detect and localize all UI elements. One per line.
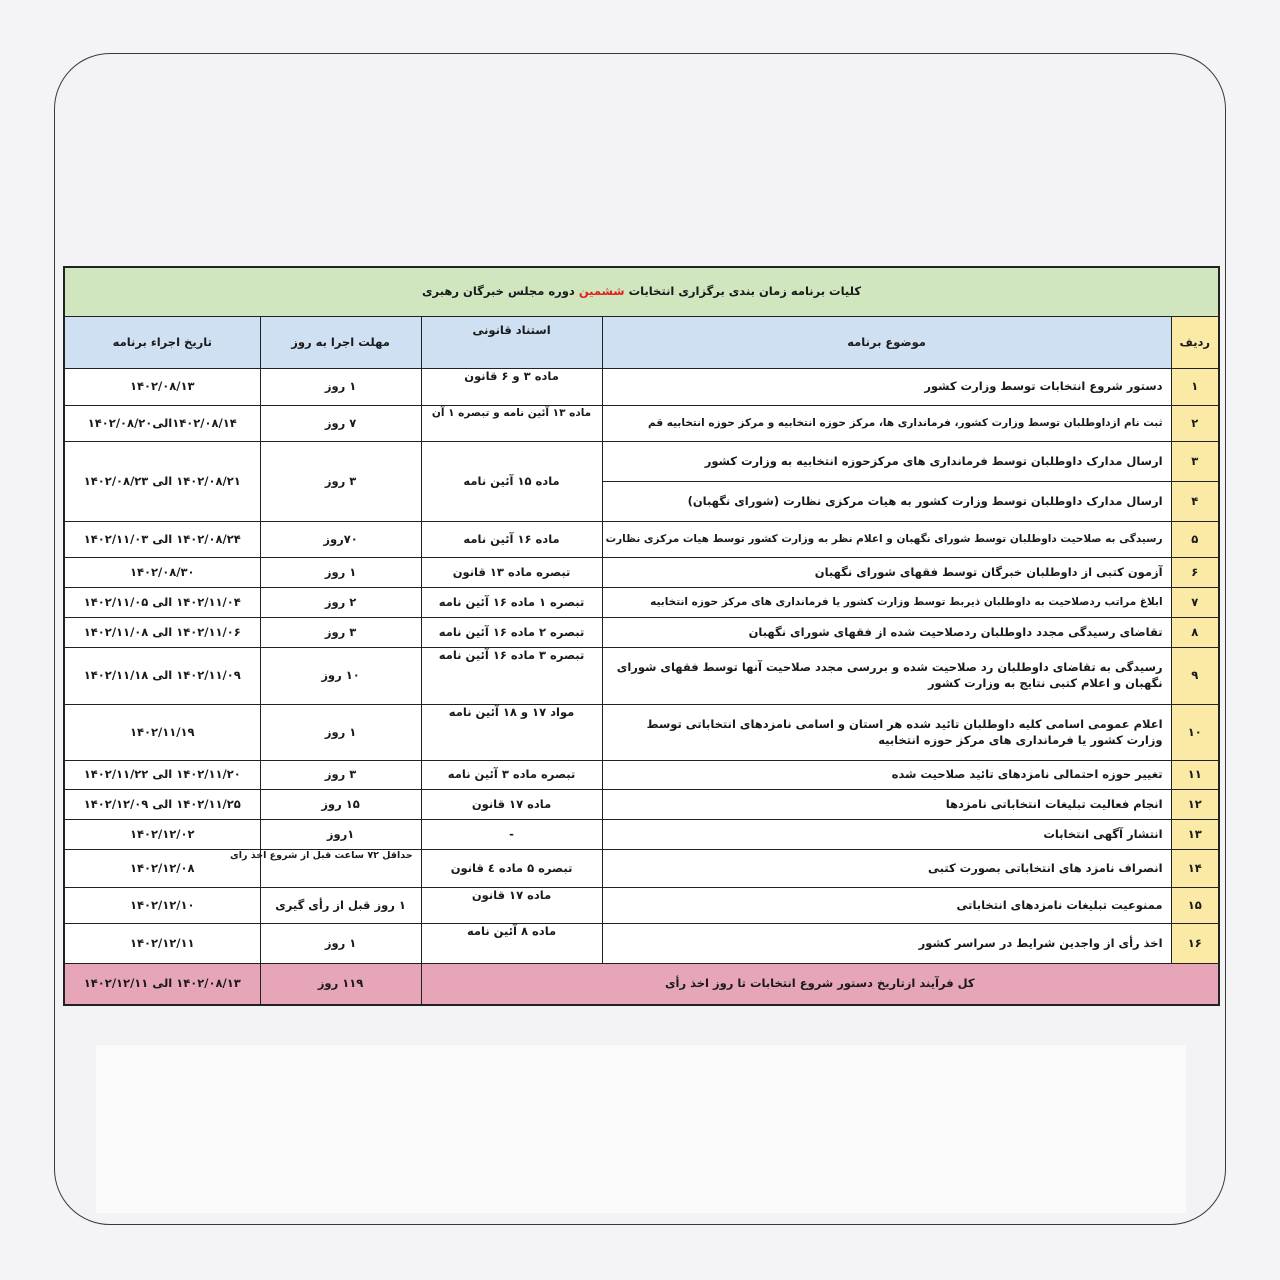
election-schedule-table	[63, 266, 1220, 1006]
table-row	[64, 705, 1219, 761]
title-highlight: ششمین	[578, 284, 625, 299]
row-date: ۱۴۰۲/۱۲/۱۱	[64, 924, 260, 964]
row-days: ۱ روز	[260, 558, 421, 588]
row-subject: انتشار آگهی انتخابات	[602, 820, 1171, 850]
row-number: ۱۳	[1171, 820, 1219, 850]
row-days: ۳ روز	[260, 618, 421, 648]
row-subject: ثبت نام ازداوطلبان توسط وزارت کشور، فرمانداری ها، مرکز حوزه انتخابیه و مرکز حوزه انتخابیه قم	[602, 406, 1171, 442]
row-days: ۲ روز	[260, 588, 421, 618]
header-row-number: ردیف	[1171, 317, 1219, 369]
table-row	[64, 850, 1219, 888]
row-legal: -	[421, 820, 602, 850]
row-legal: تبصره ماده ۱۳ قانون	[421, 558, 602, 588]
table-row	[64, 442, 1219, 482]
row-legal: تبصره ۵ ماده ٤ قانون	[421, 850, 602, 888]
row-legal: مواد ۱۷ و ۱۸ آئین نامه	[421, 705, 602, 761]
table-row	[64, 369, 1219, 406]
row-date: ۱۴۰۲/۰۸/۲۴ الی ۱۴۰۲/۱۱/۰۳	[64, 522, 260, 558]
row-date: ۱۴۰۲/۱۲/۱۰	[64, 888, 260, 924]
row-subject: دستور شروع انتخابات توسط وزارت کشور	[602, 369, 1171, 406]
total-date: ۱۴۰۲/۰۸/۱۳ الی ۱۴۰۲/۱۲/۱۱	[64, 964, 260, 1006]
row-number: ۱۰	[1171, 705, 1219, 761]
table-title-row	[64, 267, 1219, 317]
table-row	[64, 790, 1219, 820]
table-title	[64, 267, 1219, 317]
row-legal: تبصره ماده ۳ آئین نامه	[421, 761, 602, 790]
row-days: ۱ روز	[260, 924, 421, 964]
row-legal: ماده ۳ و ۶ قانون	[421, 369, 602, 406]
row-days: ۳ روز	[260, 761, 421, 790]
total-days: ۱۱۹ روز	[260, 964, 421, 1006]
row-number: ۱۴	[1171, 850, 1219, 888]
row-subject: تقاضای رسیدگی مجدد داوطلبان ردصلاحیت شده از فقهای شورای نگهبان	[602, 618, 1171, 648]
row-days: ۷۰روز	[260, 522, 421, 558]
row-date: ۱۴۰۲/۱۱/۲۵ الی ۱۴۰۲/۱۲/۰۹	[64, 790, 260, 820]
background-shade	[96, 1045, 1186, 1213]
row-legal: ماده ۸ آئین نامه	[421, 924, 602, 964]
table-row	[64, 648, 1219, 705]
row-subject: انجام فعالیت تبلیغات انتخاباتی نامزدها	[602, 790, 1171, 820]
row-legal: تبصره ۲ ماده ۱۶ آئین نامه	[421, 618, 602, 648]
header-subject: موضوع برنامه	[602, 317, 1171, 369]
header-legal: استناد قانونی	[421, 317, 602, 369]
row-legal: ماده ۱۳ آئین نامه و تبصره ۱ آن	[421, 406, 602, 442]
row-number: ۱	[1171, 369, 1219, 406]
row-number: ۹	[1171, 648, 1219, 705]
row-days: ۳ روز	[260, 442, 421, 522]
row-number: ۸	[1171, 618, 1219, 648]
row-subject: آزمون کتبی از داوطلبان خبرگان توسط فقهای شورای نگهبان	[602, 558, 1171, 588]
row-number: ۱۵	[1171, 888, 1219, 924]
row-days: ۱ روز	[260, 705, 421, 761]
row-subject: ممنوعیت تبلیغات نامزدهای انتخاباتی	[602, 888, 1171, 924]
row-date: ۱۴۰۲/۰۸/۱۴الی۱۴۰۲/۰۸/۲۰	[64, 406, 260, 442]
row-date: ۱۴۰۲/۱۱/۰۶ الی ۱۴۰۲/۱۱/۰۸	[64, 618, 260, 648]
header-deadline: مهلت اجرا به روز	[260, 317, 421, 369]
row-number: ۲	[1171, 406, 1219, 442]
table-row	[64, 761, 1219, 790]
row-number: ۱۲	[1171, 790, 1219, 820]
row-legal: تبصره ۱ ماده ۱۶ آئین نامه	[421, 588, 602, 618]
table-row	[64, 618, 1219, 648]
row-days: حداقل ۷۲ ساعت قبل از شروع اخذ رای	[260, 850, 421, 888]
row-date: ۱۴۰۲/۰۸/۱۳	[64, 369, 260, 406]
row-number: ۵	[1171, 522, 1219, 558]
table-row	[64, 924, 1219, 964]
title-part1: کلیات برنامه زمان بندی برگزاری انتخابات	[628, 284, 862, 299]
row-number: ۶	[1171, 558, 1219, 588]
row-subject: رسیدگی به صلاحیت داوطلبان توسط شورای نگهبان و اعلام نظر به وزارت کشور توسط هیات مرکزی نظارت	[602, 522, 1171, 558]
row-date: ۱۴۰۲/۰۸/۳۰	[64, 558, 260, 588]
row-subject: تغییر حوزه احتمالی نامزدهای تائید صلاحیت شده	[602, 761, 1171, 790]
row-date: ۱۴۰۲/۱۲/۰۲	[64, 820, 260, 850]
row-legal: ماده ۱۵ آئین نامه	[421, 442, 602, 522]
row-legal: ماده ۱۷ قانون	[421, 888, 602, 924]
row-days: ۱۵ روز	[260, 790, 421, 820]
row-subject: اخذ رأی از واجدین شرایط در سراسر کشور	[602, 924, 1171, 964]
row-days: ۱ روز قبل از رأی گیری	[260, 888, 421, 924]
row-subject: رسیدگی به تقاضای داوطلبان رد صلاحیت شده و بررسی مجدد صلاحیت آنها توسط فقهای شورای نگهبان و اعلام کتبی نتایج به وزارت کشور	[602, 648, 1171, 705]
table-row	[64, 406, 1219, 442]
table-row	[64, 588, 1219, 618]
row-date: ۱۴۰۲/۱۱/۰۹ الی ۱۴۰۲/۱۱/۱۸	[64, 648, 260, 705]
row-subject: انصراف نامزد های انتخاباتی بصورت کتبی	[602, 850, 1171, 888]
row-date: ۱۴۰۲/۰۸/۲۱ الی ۱۴۰۲/۰۸/۲۳	[64, 442, 260, 522]
row-days: ۱ روز	[260, 369, 421, 406]
row-subject: ابلاغ مراتب ردصلاحیت به داوطلبان ذیربط توسط وزارت کشور یا فرمانداری های مرکز حوزه انتخابیه	[602, 588, 1171, 618]
table-row	[64, 888, 1219, 924]
row-number: ۴	[1171, 482, 1219, 522]
total-row	[64, 964, 1219, 1006]
row-number: ۱۶	[1171, 924, 1219, 964]
row-legal: تبصره ۳ ماده ۱۶ آئین نامه	[421, 648, 602, 705]
title-part2: دوره مجلس خبرگان رهبری	[422, 284, 575, 299]
table-row	[64, 558, 1219, 588]
row-date: ۱۴۰۲/۱۲/۰۸	[64, 850, 260, 888]
row-days: ۷ روز	[260, 406, 421, 442]
row-number: ۱۱	[1171, 761, 1219, 790]
row-date: ۱۴۰۲/۱۱/۲۰ الی ۱۴۰۲/۱۱/۲۲	[64, 761, 260, 790]
table-row	[64, 522, 1219, 558]
row-subject: اعلام عمومی اسامی کلیه داوطلبان تائید شده هر استان و اسامی نامزدهای انتخاباتی توسط وزارت کشور یا فرمانداری های مرکز حوزه انتخابیه	[602, 705, 1171, 761]
row-date: ۱۴۰۲/۱۱/۱۹	[64, 705, 260, 761]
row-days: ۱۰ روز	[260, 648, 421, 705]
row-date: ۱۴۰۲/۱۱/۰۴ الی ۱۴۰۲/۱۱/۰۵	[64, 588, 260, 618]
total-label: کل فرآیند ازتاریخ دستور شروع انتخابات تا روز اخذ رأی	[421, 964, 1219, 1006]
row-subject: ارسال مدارک داوطلبان توسط فرمانداری های مرکزحوزه انتخابیه به وزارت کشور	[602, 442, 1171, 482]
table-row	[64, 820, 1219, 850]
row-legal: ماده ۱۶ آئین نامه	[421, 522, 602, 558]
header-date: تاریخ اجراء برنامه	[64, 317, 260, 369]
row-number: ۷	[1171, 588, 1219, 618]
row-legal: ماده ۱۷ قانون	[421, 790, 602, 820]
row-days: ۱روز	[260, 820, 421, 850]
row-number: ۳	[1171, 442, 1219, 482]
header-row	[64, 317, 1219, 369]
row-subject: ارسال مدارک داوطلبان توسط وزارت کشور به هیات مرکزی نظارت (شورای نگهبان)	[602, 482, 1171, 522]
